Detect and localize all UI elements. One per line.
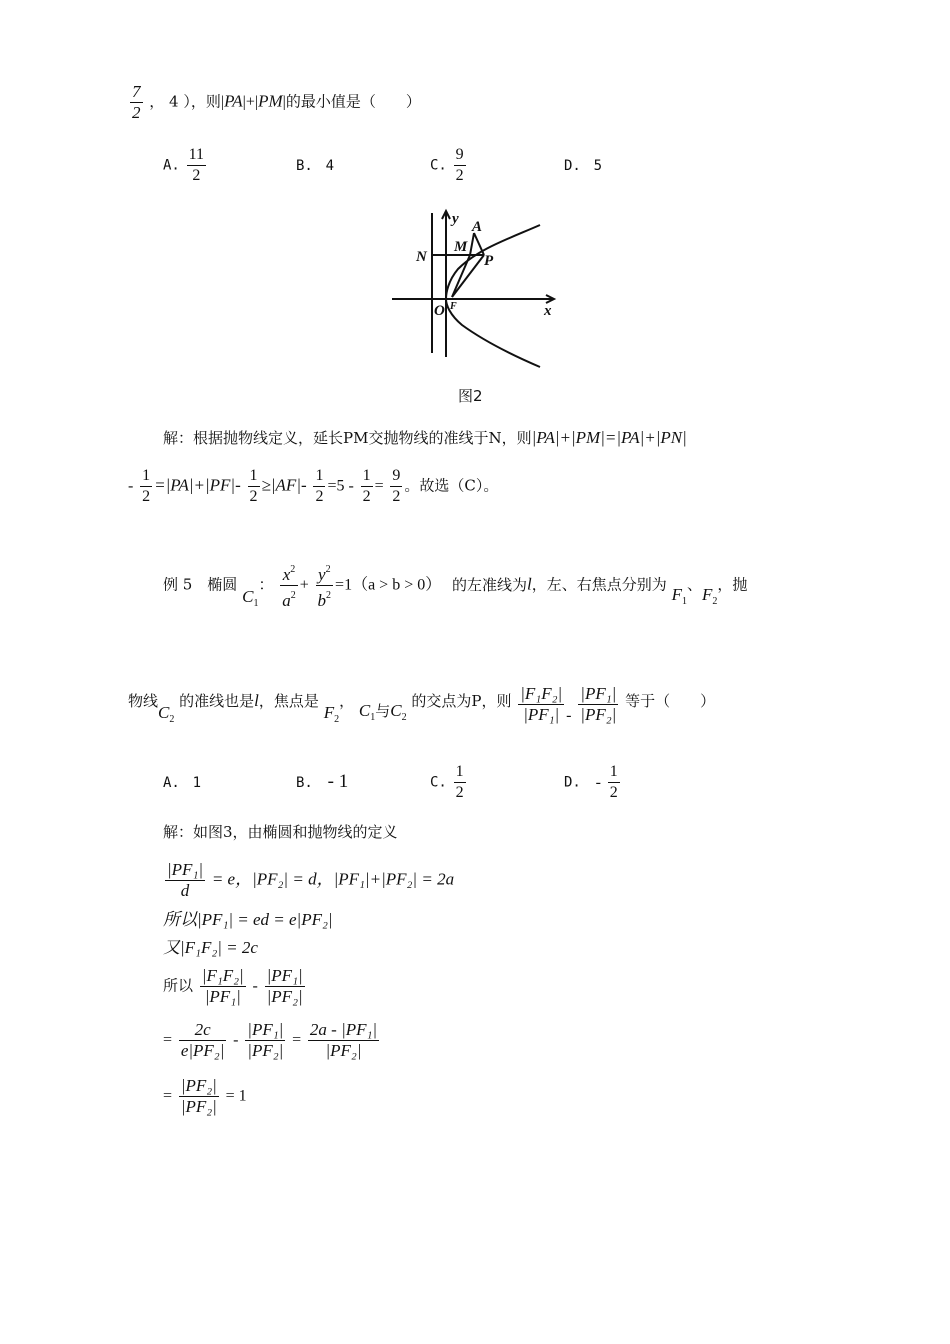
segment-ap	[474, 233, 484, 255]
numerator: |PF₁|	[266, 966, 303, 985]
solution-text: 解：如图3，由椭圆和抛物线的定义	[163, 823, 398, 841]
option-label: A.	[163, 157, 180, 174]
numerator: 9	[390, 466, 402, 487]
numerator: |PF₁|	[167, 860, 204, 879]
minus-sign: -	[128, 477, 134, 495]
label-m: M	[454, 239, 468, 255]
math-expression: 所以|PF₁| = ed = e|PF₂|	[163, 910, 333, 929]
text-segment: 的交点为P，则	[411, 692, 512, 710]
text-segment: 所以	[163, 976, 194, 995]
denominator: |PF₁|	[523, 705, 560, 724]
symbol: b	[317, 591, 327, 610]
fraction-11-over-2	[187, 145, 206, 186]
text-segment: ，抛	[717, 575, 748, 594]
fraction-2a-minus-pf1-over-pf2	[308, 1020, 379, 1061]
math-c2	[390, 701, 407, 723]
math-expression: |PA|+|PM|=|PA|+|PN|	[531, 428, 687, 447]
fraction-half	[454, 762, 466, 803]
numerator: 1	[313, 466, 325, 487]
figure-2-parabola-diagram	[388, 205, 568, 415]
subscript: 2	[401, 712, 407, 723]
text-segment: 物线	[128, 692, 159, 710]
label-a: A	[472, 219, 483, 235]
option-label: D.	[564, 774, 581, 791]
symbol: C	[158, 703, 170, 722]
denominator	[280, 586, 298, 611]
math-expression: = 1	[225, 1087, 247, 1105]
solution-text: 解：根据抛物线定义，延长PM交抛物线的准线于N，则	[163, 429, 532, 447]
math-pm: PM	[258, 91, 283, 111]
numerator: 11	[187, 145, 206, 166]
symbol: C	[390, 701, 402, 720]
option-value: - 1	[327, 771, 349, 792]
numerator: 2c	[179, 1020, 227, 1041]
segment-ma	[470, 233, 474, 255]
fraction-f1f2-over-pf1	[200, 966, 246, 1007]
numerator: 1	[608, 762, 620, 783]
option-value: 1	[192, 775, 202, 791]
denominator: 2	[249, 488, 258, 505]
solution2-row1	[163, 860, 454, 901]
numerator	[316, 560, 334, 586]
numerator: 9	[454, 145, 466, 166]
denominator: |PF₂|	[266, 987, 303, 1006]
label-o: O	[434, 303, 445, 319]
solution1-line1	[163, 428, 687, 448]
fraction-2c-over-epf2	[179, 1020, 227, 1061]
symbol: a	[282, 591, 291, 610]
fraction-pf1-over-pf2	[578, 684, 618, 725]
denominator: 2	[192, 167, 201, 184]
label-p: P	[484, 253, 494, 269]
fraction-f1f2-over-pf1	[518, 684, 564, 725]
subscript: 1	[370, 712, 376, 723]
fraction-half	[313, 466, 325, 507]
q2-option-b	[296, 772, 348, 793]
minus-sign: -	[233, 1031, 239, 1049]
solution2-row6	[163, 1076, 247, 1117]
symbol: C	[242, 586, 254, 606]
subscript: 1	[253, 597, 259, 609]
numerator: |F₁F₂|	[201, 966, 244, 985]
math-f2	[323, 703, 340, 725]
math-expression: =|PA|+|PF|-	[154, 475, 241, 495]
fraction-half	[361, 466, 373, 507]
figure-caption: 图2	[458, 387, 483, 405]
math-c1	[242, 586, 259, 609]
solution2-intro	[163, 822, 398, 842]
math-f1	[671, 584, 687, 607]
option-value: 4	[325, 158, 335, 174]
equals-sign: =	[292, 1031, 302, 1049]
equals-sign: =	[374, 477, 384, 495]
math-expression: 又|F₁F₂| = 2c	[163, 938, 258, 957]
denominator: 2	[609, 784, 618, 801]
symbol: C	[358, 701, 371, 720]
minus-sign: -	[566, 707, 572, 724]
q1-option-c	[430, 145, 468, 186]
numerator: 1	[140, 466, 152, 487]
plus-sign: +	[299, 576, 309, 594]
label-n: N	[416, 249, 427, 265]
solution2-row5	[163, 1020, 381, 1061]
subscript: 2	[712, 595, 718, 607]
denominator: 2	[142, 488, 151, 505]
math-c2	[158, 703, 175, 725]
option-label: D.	[564, 158, 581, 174]
superscript: 2	[326, 590, 332, 601]
option-label: C.	[430, 157, 447, 174]
fraction-9-over-2	[454, 145, 466, 186]
q1-option-a	[163, 145, 208, 186]
denominator: 2	[455, 784, 464, 801]
q2-option-d	[564, 762, 622, 803]
separator: 、	[686, 575, 702, 594]
minus-sign: -	[595, 773, 601, 791]
denominator: d	[180, 881, 190, 900]
solution1-line2	[128, 466, 498, 507]
answer-text: 。故选（C）。	[404, 476, 499, 495]
q2-option-a	[163, 772, 201, 793]
fraction-y2-over-b2	[316, 560, 334, 611]
numerator: |PF₁|	[247, 1020, 284, 1039]
numerator	[280, 560, 298, 586]
denominator: 2	[392, 488, 401, 505]
abs-bar: |	[220, 93, 225, 111]
numerator: 7	[132, 82, 141, 101]
denominator: |PF₂|	[180, 1097, 217, 1116]
solution2-row4	[163, 966, 307, 1007]
option-label: C.	[430, 774, 447, 791]
equals-sign: =	[163, 1087, 173, 1105]
symbol: y	[318, 565, 326, 584]
text-segment: ， 4 ），则	[149, 92, 221, 111]
fraction-half	[140, 466, 152, 507]
text-segment: ，焦点是	[258, 692, 319, 710]
fraction-half	[608, 762, 620, 803]
denominator: |PF₂|	[325, 1041, 362, 1060]
symbol: F	[671, 584, 682, 604]
fraction-pf2-over-pf2	[179, 1076, 219, 1117]
option-label: A.	[163, 775, 180, 791]
denominator: 2	[362, 488, 371, 505]
numerator: |F₁F₂|	[520, 684, 563, 703]
fraction-pf1-over-pf2	[265, 966, 305, 1007]
option-value: 5	[593, 158, 603, 174]
question-text: 等于（ ）	[625, 692, 716, 710]
condition: （a > b > 0）	[352, 576, 442, 594]
numerator: |PF₂|	[180, 1076, 217, 1095]
label-f: F	[450, 301, 457, 312]
denominator: 2	[132, 103, 141, 122]
math-pa: PA	[224, 91, 243, 111]
text-segment: 与	[375, 702, 391, 720]
subscript: 2	[169, 714, 175, 725]
denominator: e|PF₂|	[180, 1041, 225, 1060]
superscript: 2	[325, 564, 331, 575]
symbol: F	[323, 703, 335, 722]
fraction-x2-over-a2	[280, 560, 298, 611]
text-segment: ，左、右焦点分别为	[531, 575, 667, 594]
math-expression: = e，|PF₂| = d，|PF₁|+|PF₂| = 2a	[211, 869, 455, 889]
q1-option-d	[564, 155, 602, 176]
example5-line1	[163, 560, 747, 614]
math-expression: ≥|AF|-	[261, 475, 307, 495]
math-l: l	[254, 691, 259, 710]
math-expression: =5 -	[327, 477, 354, 495]
question-text: 的最小值是（ ）	[285, 92, 421, 111]
q2-option-c	[430, 762, 468, 803]
numerator: 2a - |PF₁|	[309, 1020, 378, 1039]
denominator: |PF₂|	[580, 705, 617, 724]
denominator: 2	[455, 167, 464, 184]
symbol: F	[701, 584, 713, 604]
math-l: l	[527, 574, 532, 594]
q1-option-b	[296, 155, 334, 176]
math-plus: |+|	[242, 93, 259, 111]
fraction-half	[248, 466, 260, 507]
colon: ：	[258, 575, 274, 594]
label-x: x	[544, 303, 552, 319]
fraction-pf1-over-d	[165, 860, 205, 901]
numerator: |PF₁|	[580, 684, 617, 703]
denominator	[316, 586, 334, 611]
example-label: 例 5 椭圆	[163, 575, 238, 594]
solution2-row2	[163, 910, 333, 930]
math-f2	[701, 584, 718, 607]
example5-line2	[128, 684, 715, 730]
math-c1	[358, 701, 376, 723]
text-segment: 的左准线为	[452, 575, 528, 594]
option-label: B.	[296, 158, 313, 174]
fraction-9-over-2	[390, 466, 402, 507]
superscript: 2	[290, 564, 296, 575]
minus-sign: -	[252, 977, 258, 995]
label-y: y	[452, 211, 459, 227]
text-segment: 的准线也是	[179, 692, 255, 710]
numerator: 1	[248, 466, 260, 487]
symbol: x	[282, 565, 291, 584]
option-label: B.	[296, 775, 313, 791]
subscript: 2	[334, 714, 340, 725]
comma: ，	[339, 692, 355, 710]
equals-one: =1	[335, 576, 353, 594]
solution2-row3	[163, 938, 258, 958]
equals-sign: =	[163, 1031, 173, 1049]
subscript: 1	[681, 595, 687, 607]
problem4-tail-line	[128, 82, 421, 123]
superscript: 2	[290, 590, 296, 601]
denominator: 2	[315, 488, 324, 505]
fraction-7-over-2	[130, 82, 143, 123]
denominator: |PF₁|	[204, 987, 241, 1006]
denominator: |PF₂|	[247, 1041, 284, 1060]
numerator: 1	[361, 466, 373, 487]
numerator: 1	[454, 762, 466, 783]
fraction-pf1-over-pf2	[245, 1020, 285, 1061]
abs-bar: |	[282, 93, 286, 111]
